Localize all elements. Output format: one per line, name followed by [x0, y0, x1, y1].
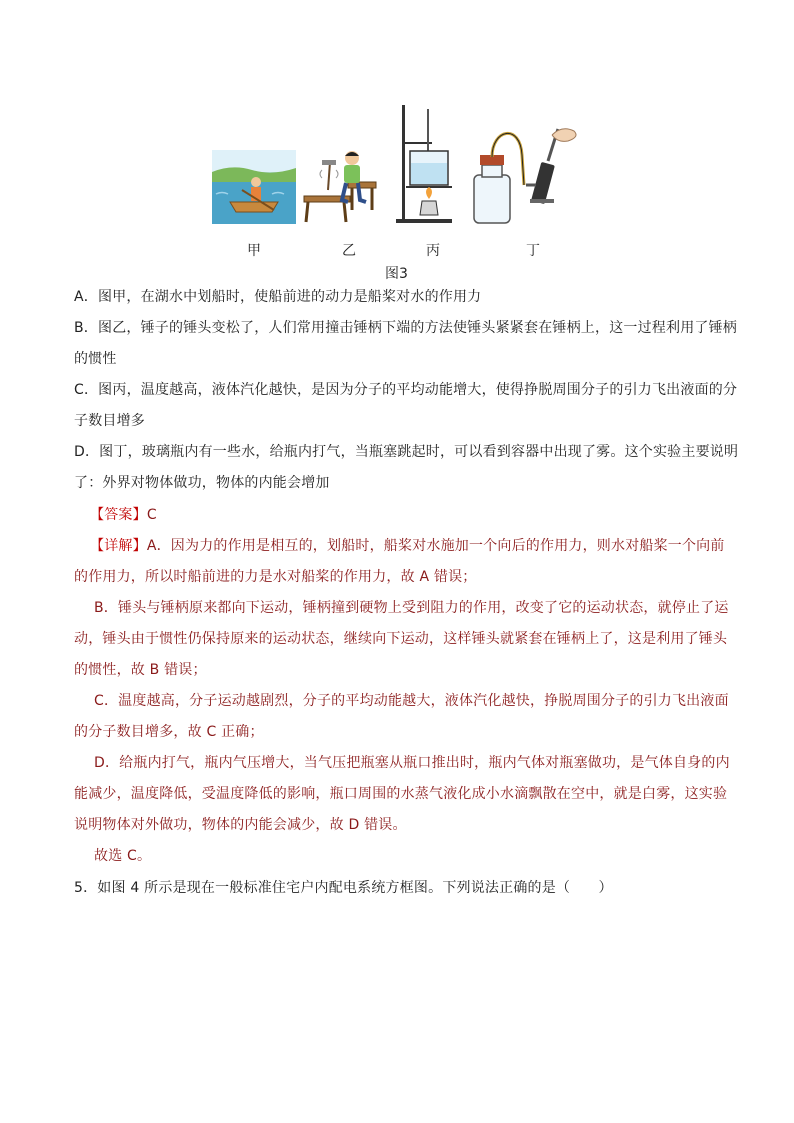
- explanation-b-line2: 动，锤头由于惯性仍保持原来的运动状态，继续向下运动，这样锤头就紧套在锤柄上了，这是利用了锤头: [74, 631, 728, 647]
- option-a: A．图甲，在湖水中划船时，使船前进的动力是船桨对水的作用力: [74, 289, 482, 305]
- option-d-line2: 了：外界对物体做功，物体的内能会增加: [74, 475, 330, 491]
- option-b-line1: B．图乙，锤子的锤头变松了，人们常用撞击锤柄下端的方法使锤头紧紧套在锤柄上，这一过程利用了锤柄: [74, 320, 738, 336]
- bottle-pump-illustration: [470, 125, 586, 227]
- explanation-tag: 【详解】: [90, 538, 147, 554]
- figure-label-bing: 丙: [426, 243, 440, 259]
- explanation-c-line1: C．温度越高，分子运动越剧烈，分子的平均动能越大，液体汽化越快，挣脱周围分子的引力飞出液面: [94, 693, 729, 709]
- option-d-line1: D．图丁，玻璃瓶内有一些水，给瓶内打气，当瓶塞跳起时，可以看到容器中出现了雾。这个实验主要说明: [74, 444, 739, 460]
- figure-caption: 图3: [385, 266, 408, 282]
- explanation-b-line1: B．锤头与锤柄原来都向下运动，锤柄撞到硬物上受到阻力的作用，改变了它的运动状态，就停止了运: [94, 600, 729, 616]
- answer-value: C: [146, 507, 157, 523]
- explanation-c-line2: 的分子数目增多，故 C 正确；: [74, 724, 264, 740]
- figure-label-yi: 乙: [342, 243, 356, 259]
- hammer-bench-illustration: [300, 150, 380, 224]
- figure-label-jia: 甲: [247, 243, 261, 259]
- boat-rowing-illustration: [212, 150, 296, 224]
- option-c-line2: 子数目增多: [74, 413, 145, 429]
- option-c-line1: C．图丙，温度越高，液体汽化越快，是因为分子的平均动能增大，使得挣脱周围分子的引力飞出液面的分: [74, 382, 738, 398]
- explanation-d-line3: 说明物体对外做功，物体的内能会减少，故 D 错误。: [74, 817, 407, 833]
- beaker-heating-illustration: [392, 103, 458, 225]
- figure-3: [0, 95, 794, 285]
- option-b-line2: 的惯性: [74, 351, 117, 367]
- question-5: 5．如图 4 所示是现在一般标准住宅户内配电系统方框图。下列说法正确的是（ ）: [74, 880, 613, 896]
- explanation-conclusion: 故选 C。: [94, 848, 152, 864]
- explanation-d-line1: D．给瓶内打气，瓶内气压增大，当气压把瓶塞从瓶口推出时，瓶内气体对瓶塞做功，是气体自身的内: [94, 755, 730, 771]
- explanation-a-line2: 的作用力，所以时船前进的力是水对船桨的作用力，故 A 错误；: [74, 569, 477, 585]
- explanation-a-text: A．因为力的作用是相互的，划船时，船桨对水施加一个向后的作用力，则水对船桨一个向前: [146, 538, 725, 554]
- explanation-a-line1: [90, 536, 725, 556]
- explanation-d-line2: 能减少，温度降低，受温度降低的影响，瓶口周围的水蒸气液化成小水滴飘散在空中，就是白雾，这实验: [74, 786, 728, 802]
- figure-label-ding: 丁: [526, 243, 540, 259]
- explanation-b-line3: 的惯性，故 B 错误；: [74, 662, 207, 678]
- answer-tag: 【答案】: [90, 507, 147, 523]
- answer-line: [90, 505, 157, 525]
